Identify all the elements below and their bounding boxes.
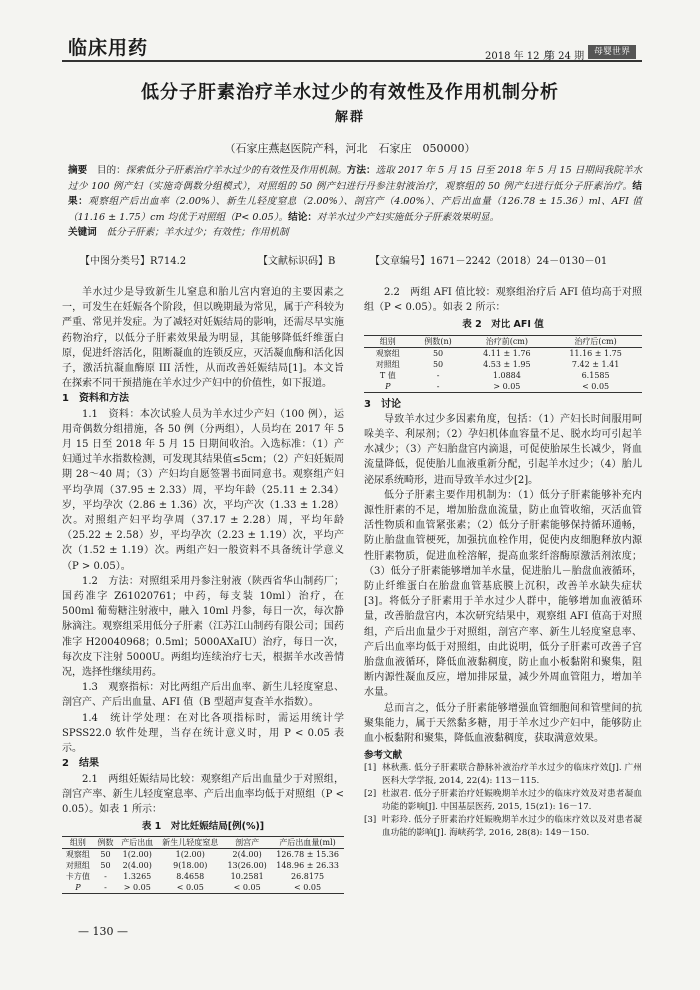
paragraph-discussion-1: 导致羊水过少多因素角度，包括：（1）产妇长时间服用呵哚美辛、利尿剂；（2）孕妇机体血容量不足、脱水均可引起羊水减少；（3）产妇胎盘宫内滴退，可促使胎尿生长减少，肾血流量降低，促使胎儿血液重新分配，引起羊水过少；（4）胎儿泌尿系统畸形，进而导致羊水过少[2]。 — [364, 413, 642, 486]
column-name: 临床用药 — [68, 37, 149, 59]
reference-number: [3] — [364, 815, 377, 826]
paragraph-indicators: 1.3 观察指标：对比两组产后出血率、新生儿轻度窒息、剖宫产、产后出血量、AFI 值（B 型超声复查羊水指数）。 — [62, 682, 344, 709]
method-text: 选取 2017 年 5 月 15 日至 2018 年 5 月 15 日期间我院羊水过少 100 例产妇（实施奇偶数分组模式），对照组的 50 例产妇进行丹参注射液治疗，观察组的 50 例产妇进行低分子肝素治疗。 — [68, 165, 643, 192]
keywords-text: 低分子肝素；羊水过少；有效性；作用机制 — [106, 227, 289, 238]
keywords-label: 关键词 — [68, 227, 97, 238]
table-cell: - — [436, 370, 440, 380]
conclusion-label: 结论： — [288, 211, 317, 223]
table-cell: < 0.05 — [157, 882, 223, 894]
table-cell: 9(18.00) — [173, 861, 208, 871]
reference-item — [364, 814, 642, 840]
table-cell: 1(2.00) — [122, 850, 152, 860]
table-cell: 11.16 ± 1.75 — [569, 348, 622, 358]
paragraph-results-1: 2.1 两组妊娠结局比较：观察组产后出血量少于对照组，剖宫产率、新生儿轻度窒息率、产后出血率均低于对照组（P < 0.05）。如表 1 所示： — [62, 773, 344, 815]
page-number: — 130 — — [78, 925, 128, 938]
section-heading-discussion: 3 讨论 — [364, 398, 401, 410]
issue-date: 2018 年 12 月 — [485, 51, 553, 62]
table-cell: 4.11 ± 1.76 — [483, 348, 531, 358]
table-row — [62, 849, 344, 861]
table-cell: 26.8175 — [291, 872, 325, 882]
table-row — [364, 359, 642, 370]
abstract-body — [68, 163, 642, 225]
references — [364, 749, 642, 840]
issue-number: 第 24 期 — [545, 51, 585, 62]
table-cell: - — [412, 381, 465, 393]
table1-header: 剖宫产 — [223, 837, 271, 849]
table1-header: 产后出血量(ml) — [271, 837, 344, 849]
table-cell: 对照组 — [375, 359, 400, 369]
reference-number: [2] — [364, 789, 377, 800]
section-heading-methods: 1 资料和方法 — [62, 393, 129, 405]
objective-text: 探索低分子肝素治疗羊水过少的有效性及作用机制。 — [125, 165, 347, 176]
table-cell: - — [104, 872, 107, 882]
table-row — [62, 871, 344, 882]
article-title: 低分子肝素治疗羊水过少的有效性及作用机制分析 — [141, 82, 559, 103]
table-cell: 148.96 ± 26.33 — [276, 861, 339, 871]
result-label: 结果： — [68, 180, 642, 207]
table1-header: 新生儿轻度窒息 — [157, 837, 223, 849]
article-number: 【文章编号】1671－2242（2018）24－0130－01 — [370, 256, 608, 267]
abstract-block — [68, 163, 642, 241]
paragraph-results-2: 2.2 两组 AFI 值比较：观察组治疗后 AFI 值均高于对照组（P < 0.05）。如表 2 所示： — [364, 287, 642, 314]
reference-number: [1] — [364, 763, 377, 774]
reference-text: 杜淑君. 低分子肝素治疗妊娠晚期羊水过少的临床疗效及对患者凝血功能的影响[J]. 中国基层医药, 2015, 15(z1): 16－17. — [382, 789, 642, 813]
table-cell: - — [94, 882, 117, 894]
table-cell: 1(2.00) — [175, 850, 205, 860]
table2 — [364, 335, 642, 393]
table-cell: > 0.05 — [117, 882, 157, 894]
paragraph-materials: 1.1 资料：本次试验人员为羊水过少产妇（100 例），运用奇偶数分组措施，各 50 例（分两组），人员均在 2017 年 5 月 15 日至 2018 年 5 月 15 日期间收治。入选标准：（1）产妇通过羊水指数检测，可发现其结果值≤5cm；（2）产妇妊娠周期 28～40 周；（3）产妇均自愿签署书面同意书。观察组产妇平均孕周（37.95 ± 2.33）周，平均年龄（25.11 ± 2.34）岁，平均孕次（2.86 ± 1.36）次，平均产次（1.33 ± 1.28）次。对照组产妇平均孕周（37.17 ± 2.28）周，平均年龄（25.22 ± 2.58）岁，平均孕次（2.23 ± 1.19）次，平均产次（1.52 ± 1.19）次。两组产妇一般资料不具备统计学意义（P > 0.05）。 — [62, 408, 344, 572]
table-cell: 50 — [432, 348, 444, 358]
table2-header: 治疗后(cm) — [549, 335, 642, 347]
right-column — [364, 285, 642, 840]
table-row — [364, 381, 642, 393]
table-cell: 1.3265 — [123, 872, 152, 882]
table-cell: 7.42 ± 1.41 — [571, 359, 620, 369]
table-cell: 卡方值 — [65, 872, 90, 882]
objective-label: 目的： — [96, 165, 126, 176]
table-cell: 对照组 — [65, 861, 90, 871]
table-row — [62, 882, 344, 894]
table-cell: 观察组 — [375, 348, 400, 358]
table-cell: 8.4658 — [176, 872, 205, 882]
result-tail: < 0.05）。 — [241, 211, 289, 223]
table2-header: 组别 — [364, 335, 412, 347]
result-text: 观察组产后出血率（2.00%）、新生儿轻度窒息（2.00%）、剖宫产（4.00%）、产后出血量（126.78 ± 15.36）ml、AFI 值（11.16 ± 1.75）cm 均优于对照组（ — [68, 196, 643, 223]
header-divider — [62, 60, 642, 62]
reference-item — [364, 762, 642, 788]
method-label: 方法： — [346, 165, 376, 176]
table-cell: 6.1585 — [581, 370, 610, 380]
table-cell: P — [62, 882, 94, 894]
left-column — [62, 285, 344, 894]
table1-header: 产后出血 — [117, 837, 157, 849]
references-heading: 参考文献 — [364, 750, 403, 762]
table2-header: 治疗前(cm) — [465, 335, 550, 347]
table-cell: 13(26.00) — [227, 861, 267, 871]
table-cell: T 值 — [379, 370, 396, 380]
magazine-badge: 母婴世界 — [588, 45, 636, 59]
result-p: P — [234, 211, 242, 223]
table-cell: 10.2581 — [230, 872, 264, 882]
table-cell: < 0.05 — [223, 882, 271, 894]
table1-header: 组别 — [62, 837, 94, 849]
conclusion-text: 对羊水过少产妇实施低分子肝素效果明显。 — [316, 211, 500, 223]
intro-paragraph: 羊水过少是导致新生儿窒息和胎儿宫内窘迫的主要因素之一，可发生在妊娠各个阶段，但以晚期最为常见，属于产科较为严重、常见并发症。为了减轻对妊娠结局的影响，还需尽早实施药物治疗，以低分子肝素效果最为明显，其能够降低纤维蛋白原，促进纤溶活化，阻断凝血的连锁反应，灭活凝血酶和活化因子，激活抗凝血酶原 III 活性，从而改善妊娠结局[1]。本文旨在探索不同干预措施在羊水过少产妇中的价值性，如下报道。 — [62, 287, 344, 390]
abstract-label: 摘要 — [68, 165, 88, 176]
table-cell: P — [364, 381, 412, 393]
table-cell: 1.0884 — [492, 370, 521, 380]
article-author: 解群 — [334, 110, 365, 125]
table-cell: 2(4.00) — [122, 861, 152, 871]
table1-header-row — [62, 837, 344, 849]
reference-text: 叶彩玲. 低分子肝素治疗妊娠晚期羊水过少的临床疗效以及对患者凝血功能的影响[J]. 海峡药学, 2016, 28(8): 149－150. — [382, 815, 642, 839]
table1-header: 例数 — [94, 837, 117, 849]
keywords-line — [68, 225, 642, 241]
table2-caption: 表 2 对比 AFI 值 — [462, 319, 544, 331]
reference-item — [364, 788, 642, 814]
table-cell: 观察组 — [65, 850, 90, 860]
clc-number: 【中图分类号】R714.2 — [80, 256, 187, 267]
table-cell: < 0.05 — [271, 882, 344, 894]
table-cell: 2(4.00) — [232, 850, 262, 860]
table-row — [364, 370, 642, 381]
table2-header: 例数(n) — [412, 335, 465, 347]
paragraph-discussion-3: 总而言之，低分子肝素能够增强血管细胞间和管壁间的抗聚集能力，属于天然黏多糖，用于羊水过少产妇中，能够防止血小板黏附和聚集，降低血液黏稠度，获取满意效果。 — [364, 702, 642, 745]
table-cell: > 0.05 — [465, 381, 550, 393]
section-heading-results: 2 结果 — [62, 758, 99, 770]
table-row — [62, 860, 344, 871]
table2-header-row — [364, 335, 642, 347]
document-code: 【文献标识码】B — [258, 256, 336, 267]
reference-text: 林秋燕. 低分子肝素联合静脉补液治疗羊水过少的临床疗效[J]. 广州医科大学学报, 2014, 22(4): 113－115. — [382, 763, 642, 787]
paragraph-discussion-2: 低分子肝素主要作用机制为：（1）低分子肝素能够补充内源性肝素的不足，增加胎盘血流量，防止血管收缩，灭活血管活性物质和血管紧张素；（2）低分子肝素能够保持循环通畅，防止胎盘血管梗死，加强抗血栓作用，促使内皮细胞释放内源性肝素物质，促进血栓溶解，提高血浆纤溶酶原激活剂浓度；（3）低分子肝素能够增加羊水量，促进胎儿－胎盘血液循环，防止纤维蛋白在胎盘血管基底膜上沉积，改善羊水缺失症状[3]。将低分子肝素用于羊水过少人群中，能够增加血液循环量，改善胎盘宫内，本次研究结果中，观察组 AFI 值高于对照组，产后出血量少于对照组，剖宫产率、新生儿轻度窒息率、产后出血率均低于对照组，由此说明，低分子肝素可改善子宫胎盘血液循环，降低血液黏稠度，防止血小板黏附和聚集，阻断内源性凝血反应，增加排尿量，减少外周血管阻力，增加羊水量。 — [364, 489, 642, 699]
table-cell: < 0.05 — [549, 381, 642, 393]
table-cell: 126.78 ± 15.36 — [276, 850, 339, 860]
table-cell: 50 — [100, 861, 111, 871]
table1-caption: 表 1 对比妊娠结局[例(%)] — [141, 821, 265, 833]
author-affiliation: （石家庄燕赵医院产科，河北 石家庄 050000） — [224, 142, 476, 155]
table-cell: 4.53 ± 1.95 — [483, 359, 531, 369]
table1 — [62, 836, 344, 894]
paragraph-statistics: 1.4 统计学处理：在对比各项指标时，需运用统计学 SPSS22.0 软件处理，当存在统计意义时，用 P < 0.05 表示。 — [62, 712, 344, 755]
paragraph-methods: 1.2 方法：对照组采用丹参注射液（陕西省华山制药厂；国药准字 Z61020761；中药，每支装 10ml）治疗，在 500ml 葡萄糖注射液中，融入 10ml 丹参，每日一次，每次静脉滴注。观察组采用低分子肝素（江苏江山制药有限公司；国药准字 H20040968；0.5ml；5000AXaIU）治疗，每日一次，每次皮下注射 5000U。两组均连续治疗七天，根据羊水改善情况，选择性继续用药。 — [62, 575, 344, 679]
table-cell: 50 — [432, 359, 444, 369]
table-cell: 50 — [100, 850, 111, 860]
table-row — [364, 347, 642, 359]
